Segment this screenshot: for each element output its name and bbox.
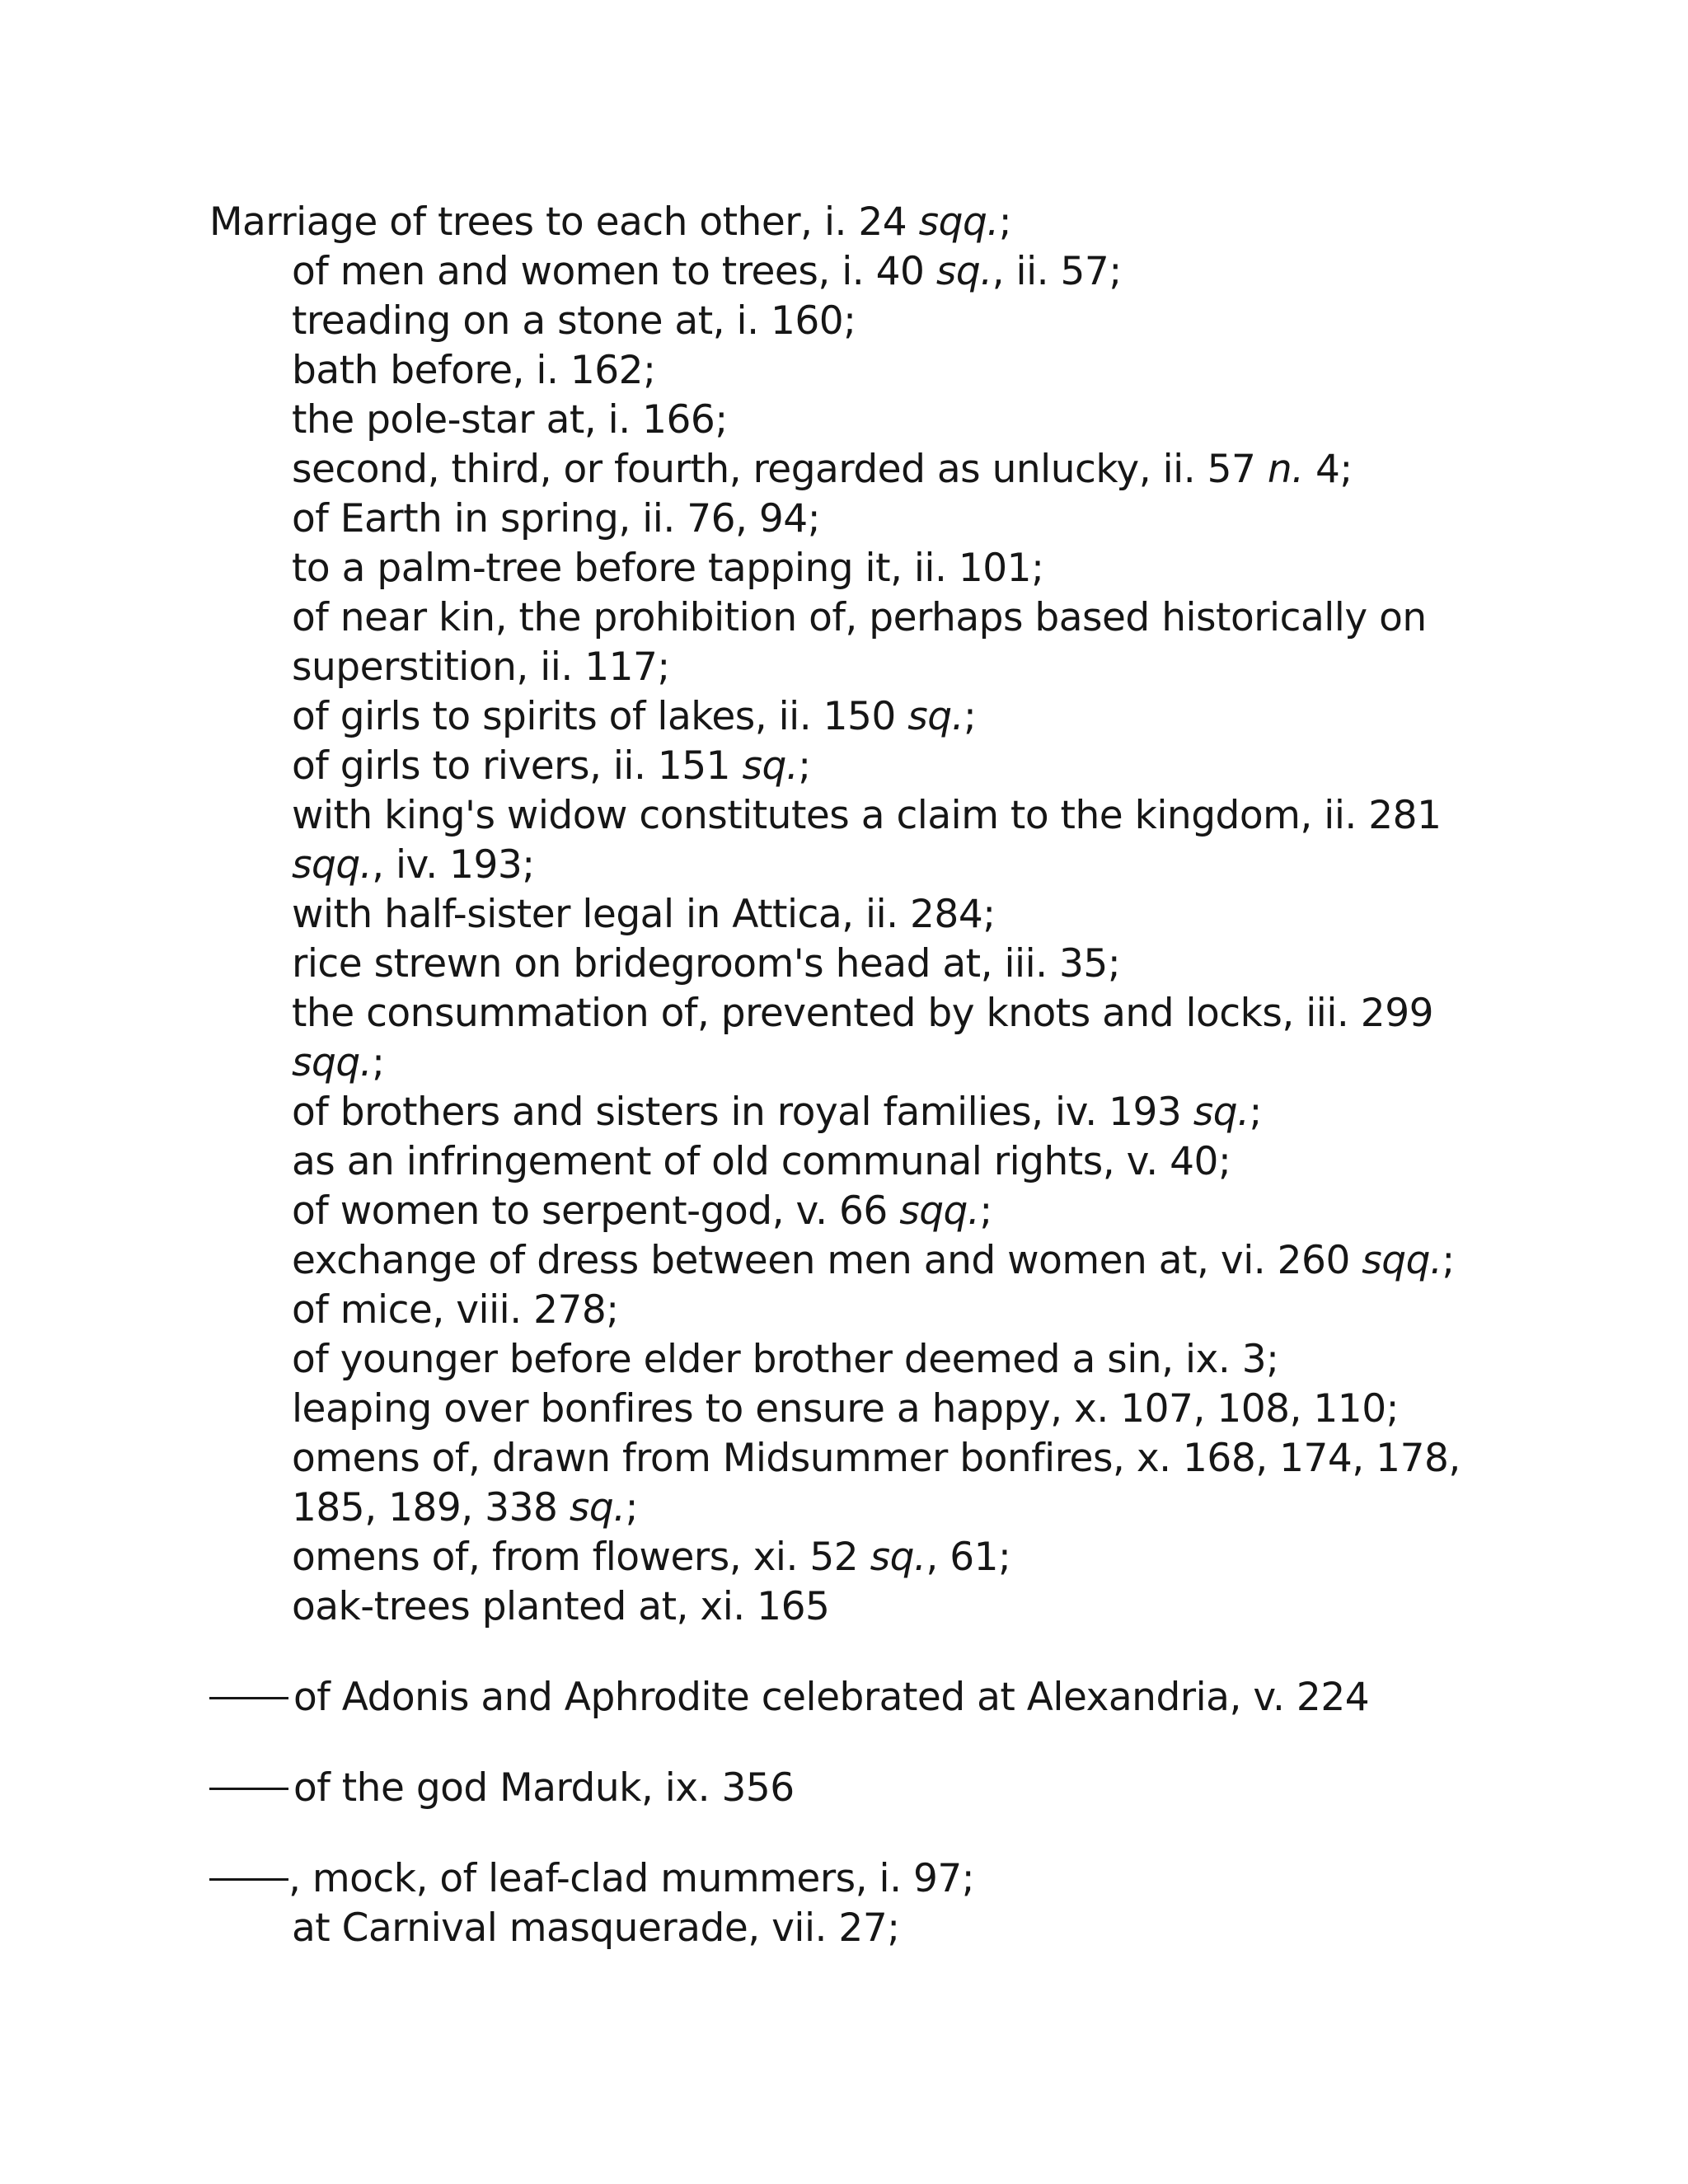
subentry-continuation: superstition, ii. 117; (292, 644, 670, 690)
subentry: with king's widow constitutes a claim to the kingdom, ii. 281 (292, 793, 1442, 838)
subentry: omens of, drawn from Midsummer bonfires, x. 168, 174, 178, (292, 1436, 1461, 1481)
subentry: to a palm-tree before tapping it, ii. 101; (292, 546, 1044, 591)
heading-text-tail: ; (998, 199, 1012, 245)
subentry: the consummation of, prevented by knots and locks, iii. 299 (292, 991, 1433, 1036)
subentry-list (209, 1904, 1495, 1953)
entry-heading (209, 198, 1495, 247)
subentry: second, third, or fourth, regarded as unlucky, ii. 57 n. 4; (292, 447, 1353, 492)
heading-text: , mock, of leaf-clad mummers, i. 97; (288, 1856, 975, 1901)
index-entry-marduk-marriage (209, 1764, 1495, 1813)
subentry: of brothers and sisters in royal families, iv. 193 sq.; (292, 1090, 1262, 1135)
subentry: rice strewn on bridegroom's head at, iii. 35; (292, 941, 1121, 987)
index-entry-adonis-marriage (209, 1673, 1495, 1722)
subentry: of near kin, the prohibition of, perhaps based historically on (292, 595, 1427, 640)
subentry: as an infringement of old communal rights, v. 40; (292, 1139, 1231, 1184)
subentry: leaping over bonfires to ensure a happy, x. 107, 108, 110; (292, 1386, 1399, 1432)
repeat-dash (209, 1878, 288, 1881)
subentry: omens of, from flowers, xi. 52 sq., 61; (292, 1535, 1011, 1580)
subentry: of mice, viii. 278; (292, 1287, 619, 1333)
subentry: at Carnival masquerade, vii. 27; (292, 1905, 900, 1951)
subentry: of men and women to trees, i. 40 sq., ii. 57; (292, 249, 1122, 294)
subentry: oak-trees planted at, xi. 165 (292, 1584, 830, 1629)
subentry: bath before, i. 162; (292, 348, 656, 393)
repeat-dash (209, 1697, 288, 1699)
index-entry-marriage (209, 198, 1495, 1632)
entry-heading (209, 1764, 1495, 1813)
entry-heading (209, 1673, 1495, 1722)
subentry: of girls to rivers, ii. 151 sq.; (292, 743, 811, 789)
subentry: of Earth in spring, ii. 76, 94; (292, 496, 821, 541)
repeat-dash (209, 1788, 288, 1790)
subentry-continuation: sqq.; (292, 1040, 385, 1085)
index-entry-mock-marriage (209, 1854, 1495, 1953)
subentry: of girls to spirits of lakes, ii. 150 sq.; (292, 694, 977, 739)
heading-italic: sqq. (918, 199, 999, 245)
heading-text: of the god Marduk, ix. 356 (293, 1765, 795, 1811)
subentry: exchange of dress between men and women at, vi. 260 sqq.; (292, 1238, 1455, 1283)
entry-heading (209, 1854, 1495, 1904)
subentry: of women to serpent-god, v. 66 sqq.; (292, 1188, 992, 1234)
subentry: the pole-star at, i. 166; (292, 397, 728, 443)
subentry-continuation: 185, 189, 338 sq.; (292, 1485, 638, 1530)
index-page (209, 198, 1495, 1953)
subentry: of younger before elder brother deemed a sin, ix. 3; (292, 1337, 1279, 1382)
subentry-list (209, 247, 1495, 1632)
subentry-continuation: sqq., iv. 193; (292, 842, 535, 888)
heading-text: of Adonis and Aphrodite celebrated at Alexandria, v. 224 (293, 1675, 1370, 1720)
subentry: with half-sister legal in Attica, ii. 284; (292, 892, 996, 937)
subentry: treading on a stone at, i. 160; (292, 298, 856, 344)
heading-text: Marriage of trees to each other, i. 24 (209, 199, 919, 245)
